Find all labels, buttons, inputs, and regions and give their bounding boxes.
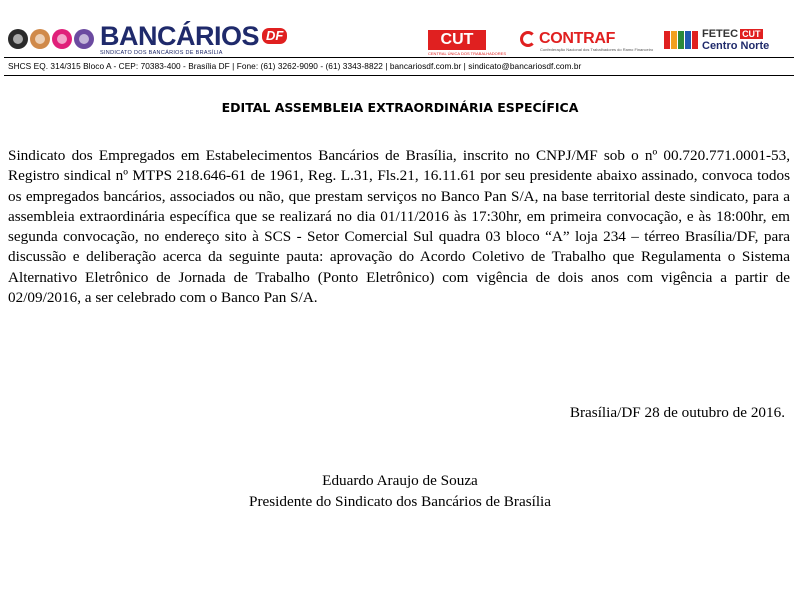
person-icon — [664, 31, 670, 49]
contraf-name: CONTRAF — [539, 30, 616, 47]
contact-line: SHCS EQ. 314/315 Bloco A - CEP: 70383-400 - Brasília DF | Fone: (61) 3262-9090 - (61) 3343-8822 | bancariosdf.com.br | sindicato@bancariosdf.com.br — [8, 61, 582, 71]
face-icon — [52, 29, 72, 49]
bancarios-logo — [8, 20, 287, 58]
header-divider — [4, 75, 794, 76]
cut-logo: CUT — [428, 30, 486, 50]
fetec-region: Centro Norte — [702, 40, 770, 52]
brand-suffix: DF — [262, 28, 287, 44]
brand-name: BANCÁRIOS — [100, 20, 260, 51]
contraf-logo — [520, 30, 615, 48]
letterhead — [0, 0, 800, 78]
header-divider — [4, 57, 794, 58]
person-icon — [678, 31, 684, 49]
person-icon — [685, 31, 691, 49]
document-body: Sindicato dos Empregados em Estabelecimentos Bancários de Brasília, inscrito no CNPJ/MF sob o nº 00.720.771.0001-53, Registro sindical nº MTPS 218.646-61 de 1961, Reg. L.31, Fls.21, 16.11.61 por seu presidente abaixo assinado, convoca todos os empregados bancários, associados ou não, que prestam serviços no Banco Pan S/A, na base territorial deste sindicato, para a assembleia extraordinária específica que se realizará no dia 01/11/2016 às 17:30hr, em primeira convocação, e às 18:00hr, em segunda convocação, no endereço sito à SCS - Setor Comercial Sul quadra 03 bloco “A” loja 234 – térreo Brasília/DF, para discussão e deliberação acerca da seguinte pauta: aprovação do Acordo Coletivo de Trabalho que Regulamenta o Sistema Alternativo Eletrônico de Jornada de Trabalho (Ponto Eletrônico) com vigência de dois anos com vigência a partir de 02/09/2016, a ser celebrado com o Banco Pan S/A. — [8, 147, 790, 307]
face-icon — [8, 29, 28, 49]
person-icon — [692, 31, 698, 49]
cut-subtitle: CENTRAL ÚNICA DOS TRABALHADORES — [428, 51, 507, 56]
fetec-cut-badge: CUT — [742, 29, 761, 39]
fetec-name: FETEC — [702, 28, 739, 40]
fetec-logo — [664, 28, 769, 52]
brand-subtitle: SINDICATO DOS BANCÁRIOS DE BRASÍLIA — [100, 49, 223, 56]
person-icon — [671, 31, 677, 49]
contraf-swoosh-icon — [520, 31, 536, 47]
fetec-text — [702, 28, 769, 52]
people-icon — [664, 31, 698, 49]
fetec-top — [702, 28, 769, 40]
contraf-subtitle: Confederação Nacional dos Trabalhadores do Ramo Financeiro — [540, 47, 654, 52]
document-title: EDITAL ASSEMBLEIA EXTRAORDINÁRIA ESPECÍFICA — [221, 100, 579, 115]
faces-icon — [8, 29, 94, 49]
brand-block — [100, 20, 287, 56]
date-line: Brasília/DF 28 de outubro de 2016. — [569, 404, 785, 421]
face-icon — [74, 29, 94, 49]
signatory-role: Presidente do Sindicato dos Bancários de Brasília — [249, 493, 551, 510]
face-icon — [30, 29, 50, 49]
signatory-name: Eduardo Araujo de Souza — [322, 472, 478, 489]
brand-row — [100, 20, 287, 51]
